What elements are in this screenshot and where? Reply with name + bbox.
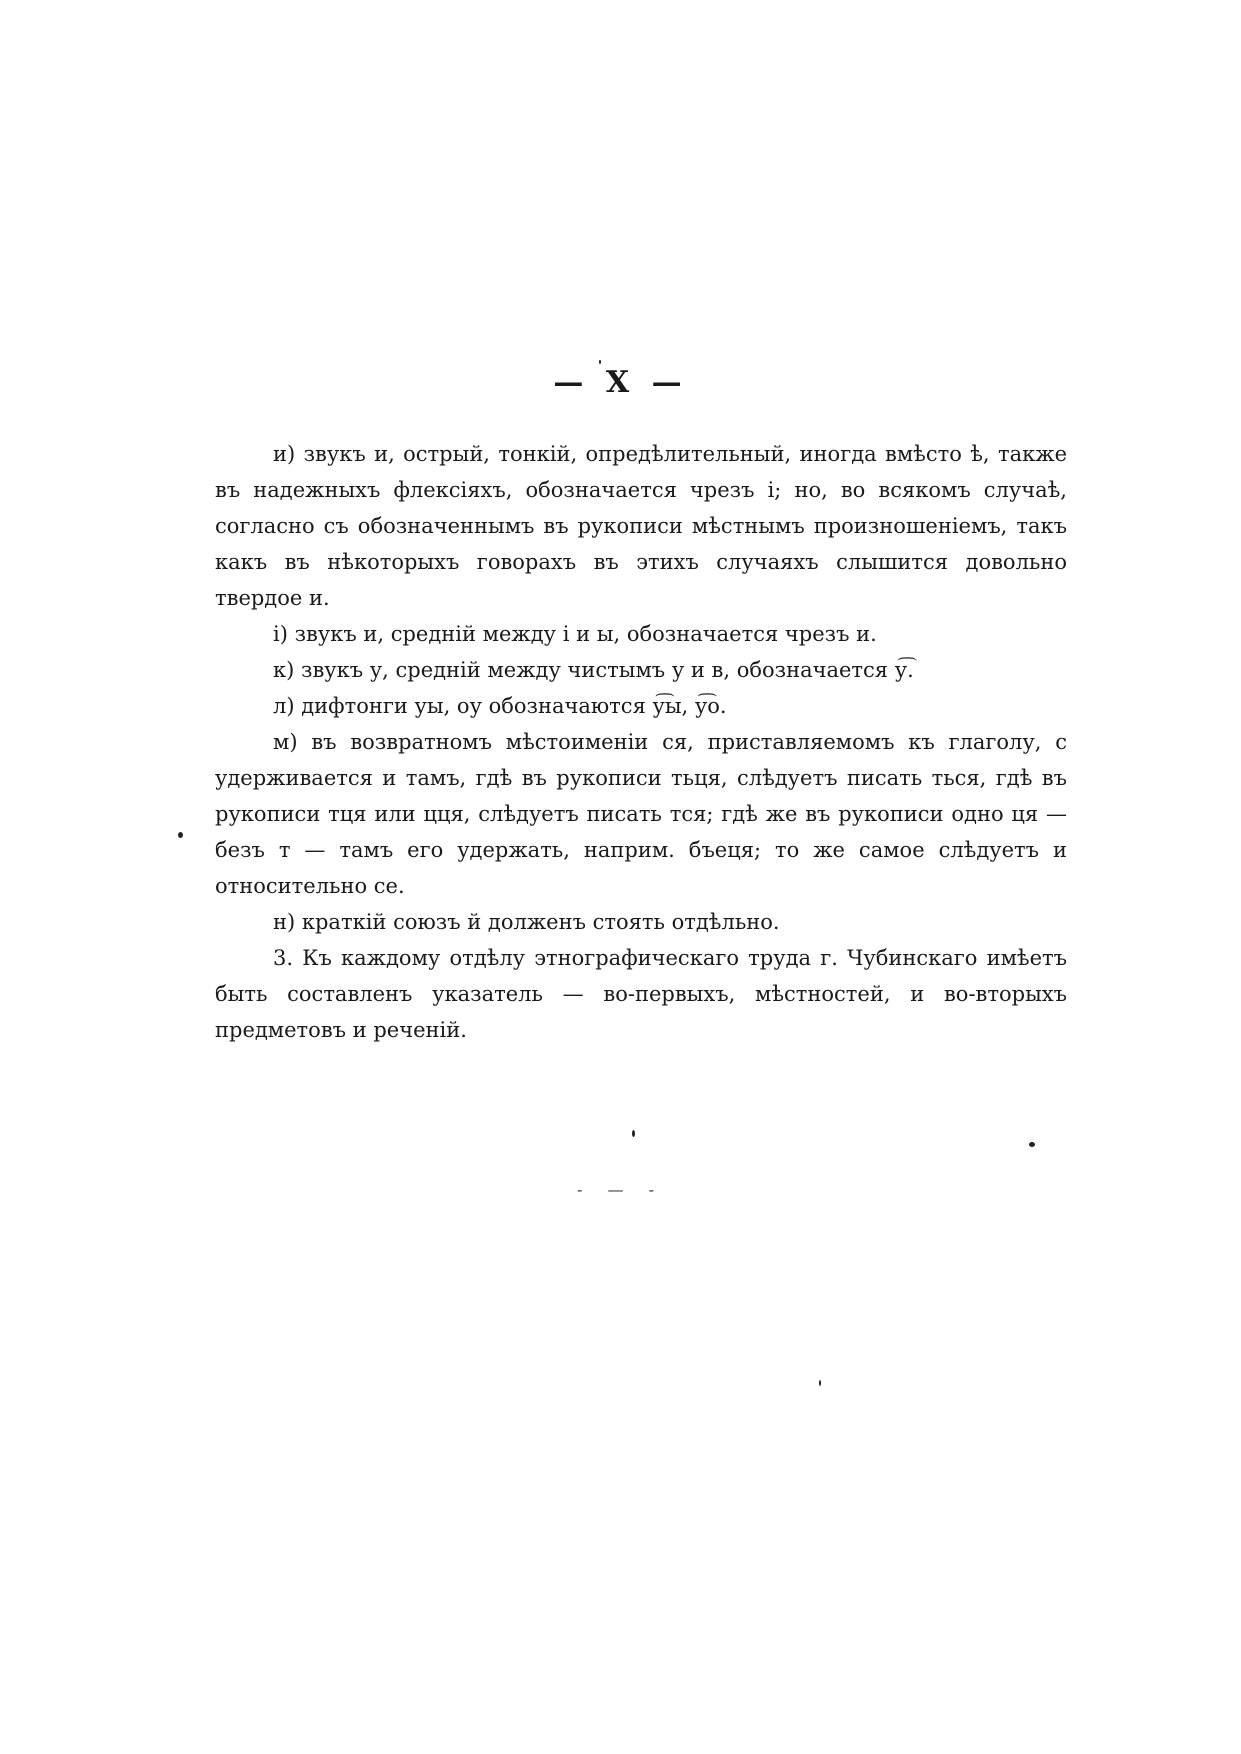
body-text [215, 436, 1067, 1048]
page-number: — X — [553, 365, 688, 400]
paragraph-i-decimal: і) звукъ и, средній между і и ы, обозначается чрезъ и. [273, 622, 877, 646]
scan-speck [1029, 1142, 1035, 1147]
scan-speck [599, 360, 601, 364]
paragraph-n: н) краткій союзъ й долженъ стоять отдѣльно. [273, 910, 780, 934]
paragraph-k: к) звукъ у, средній между чистымъ у и в, обозначается у͡. [273, 658, 914, 682]
paragraph-i: и) звукъ и, острый, тонкій, опредѣлительный, иногда вмѣсто ѣ, также въ надежныхъ флексіяхъ, обозначается чрезъ і; но, во всякомъ случаѣ, согласно съ обозначеннымъ въ рукописи мѣстнымъ произношеніемъ, такъ какъ въ нѣкоторыхъ говорахъ въ этихъ случаяхъ слышится довольно твердое и. [215, 442, 1067, 610]
scan-speck [632, 1130, 635, 1137]
closing-dash-mark: - — - [577, 1180, 664, 1199]
paragraph-3: 3. Къ каждому отдѣлу этнографическаго труда г. Чубинскаго имѣетъ быть составленъ указатель — во-первыхъ, мѣстностей, и во-вторыхъ предметовъ и реченій. [215, 946, 1067, 1042]
scan-speck [178, 832, 183, 838]
paragraph-m: м) въ возвратномъ мѣстоименіи ся, приставляемомъ къ глаголу, с удерживается и тамъ, гдѣ въ рукописи тьця, слѣдуетъ писать ться, гдѣ въ рукописи тця или цця, слѣдуетъ писать тся; гдѣ же въ рукописи одно ця — безъ т — тамъ его удержать, наприм. бъеця; то же самое слѣдуетъ и относительно се. [215, 730, 1067, 898]
paragraph-l: л) дифтонги уы, оу обозначаются у͡ы, у͡о. [273, 694, 727, 718]
scan-speck [819, 1380, 821, 1386]
